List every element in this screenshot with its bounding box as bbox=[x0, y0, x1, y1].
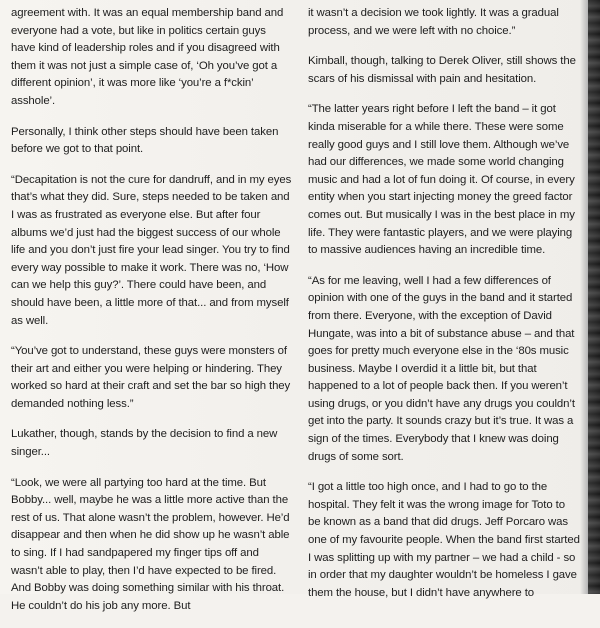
paragraph: “As for me leaving, well I had a few differences of opinion with one of the guys in the band and it started from there. Everyone, with the exception of David Hungate, was into a bit of substance abuse – and that goes for pretty much everyone else in the ‘80s music business. Maybe I overdid it a little bit, but that happened to a lot of people back then. If you weren’t using drugs, or you didn’t have any drugs you couldn’t get into the party. It sounds crazy but it’s true. It was a sign of the times. Everybody that I knew was doing drugs of some sort. bbox=[308, 274, 575, 463]
torn-page-edge bbox=[588, 0, 600, 594]
left-text-column bbox=[11, 5, 293, 628]
paragraph: “I got a little too high once, and I had to go to the hospital. They felt it was the wrong image for Toto to be known as a band that did drugs. Jeff Porcaro was one of my favourite people. When the band first started I was splitting up with my partner – we had a child - so in order that my daughter wouldn’t be homeless I gave them the house, but I didn’t have anywhere to bbox=[308, 481, 580, 599]
paragraph: “Decapitation is not the cure for dandruff, and in my eyes that’s what they did. Sure, steps needed to be taken and I was as frustrated as everyone else. But after four albums we’d just had the biggest success of our whole life and you don’t just fire your lead singer. You try to find every way possible to make it work. There was no, ‘How can we help this guy?’. There could have been, and should have been, a little more of that... and from myself as well. bbox=[11, 173, 292, 327]
paragraph: agreement with. It was an equal membership band and everyone had a vote, but like in politics certain guys have kind of leadership roles and if you disagreed with them it was not just a simple case of, ‘Oh you’ve got a different opinion’, it was more like ‘you’re a f*ckin’ asshole’. bbox=[11, 7, 284, 107]
paragraph: “The latter years right before I left the band – it got kinda miserable for a while there. These were some really good guys and I still love them. Although we’ve had our differences, we made some world changing music and had a lot of fun doing it. Of course, in every entity when you start injecting money the greed factor comes out. But musically I was in the best place in my life. They were fantastic players, and we were playing to massive audiences having an incredible time. bbox=[308, 103, 575, 257]
right-text-column bbox=[308, 5, 580, 615]
paragraph: Personally, I think other steps should have been taken before we got to that point. bbox=[11, 125, 279, 156]
paragraph: it wasn’t a decision we took lightly. It was a gradual process, and we were left with no choice.” bbox=[308, 7, 559, 37]
paragraph: Kimball, though, talking to Derek Oliver, still shows the scars of his dismissal with pain and hesitation. bbox=[308, 55, 576, 85]
paragraph: “Look, we were all partying too hard at the time. But Bobby... well, maybe he was a little more active than the rest of us. That alone wasn’t the problem, however. He’d disappear and then when he did show up he wasn’t able to sing. If I had sandpapered my finger tips off and wasn’t able to play, then I’d have expected to be fired. And Bobby was doing something similar with his throat. He couldn’t do his job any more. But bbox=[11, 476, 290, 612]
paragraph: “You’ve got to understand, these guys were monsters of their art and either you were helping or hindering. They worked so hard at their craft and set the bar so high they demanded nothing less.” bbox=[11, 345, 291, 410]
paragraph: Lukather, though, stands by the decision to find a new singer... bbox=[11, 428, 278, 459]
